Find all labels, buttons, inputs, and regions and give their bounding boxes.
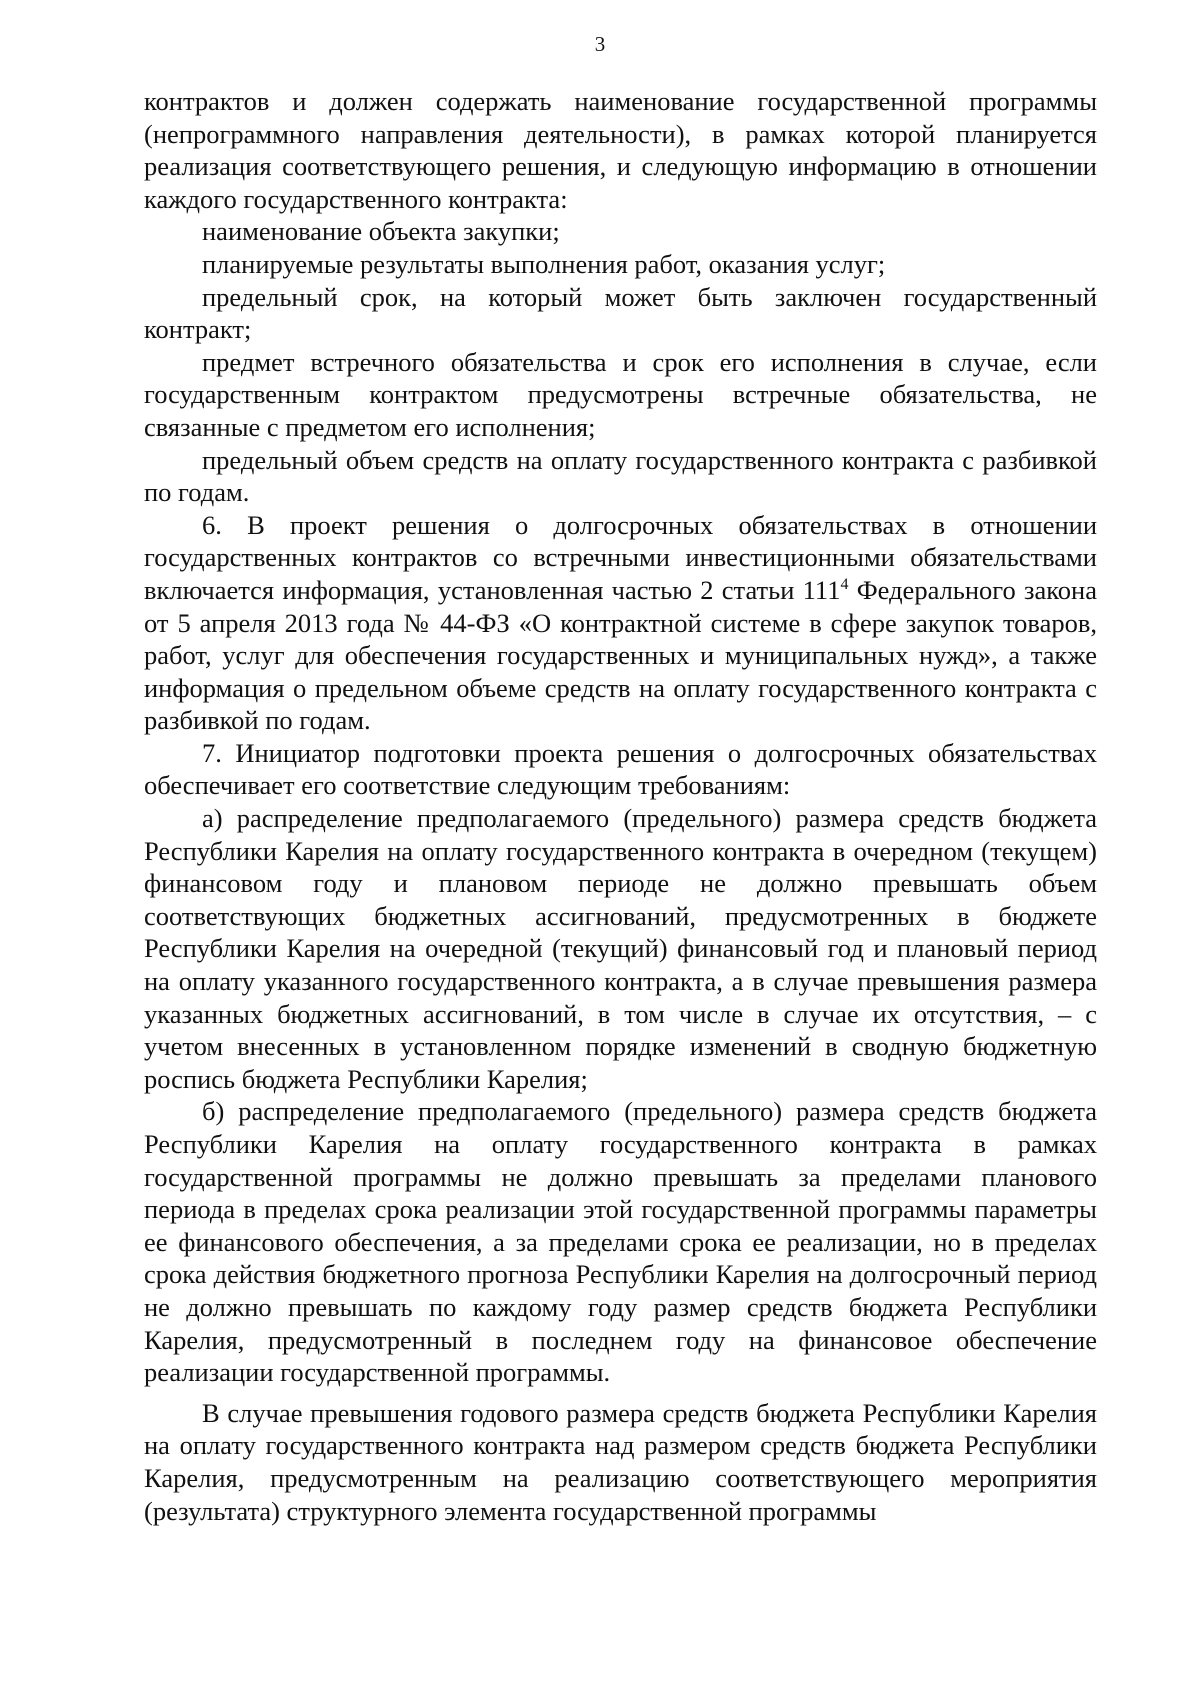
article-superscript: 4 [840,576,849,594]
paragraph-excess-case: В случае превышения годового размера средств бюджета Республики Карелия на оплату государственного контракта над размером средств бюджета Республики Карелия, предусмотренным на реализацию соответствующего мероприятия (результата) структурного элемента государственной программы [144,1397,1097,1526]
paragraph-item-7a: а) распределение предполагаемого (предельного) размера средств бюджета Республики Карелия на оплату государственного контракта в очередном (текущем) финансовом году и плановом периоде не должно превышать объем соответствующих бюджетных ассигнований, предусмотренных в бюджете Республики Карелия на очередной (текущий) финансовый год и плановый период на оплату указанного государственного контракта, а в случае превышения размера указанных бюджетных ассигнований, в том числе в случае их отсутствия, – с учетом внесенных в установленном порядке изменений в сводную бюджетную роспись бюджета Республики Карелия; [144,803,1097,1094]
paragraph-procurement-object: наименование объекта закупки; [202,216,560,247]
paragraph-item-7b: б) распределение предполагаемого (предельного) размера средств бюджета Республики Карелия на оплату государственного контракта в рамках государственной программы не должно превышать за пределами планового периода в пределах срока реализации этой государственной программы параметры ее финансового обеспечения, а за пределами срока ее реализации, но в пределах срока действия бюджетного прогноза Республики Карелия на долгосрочный период не должно превышать по каждому году размер средств бюджета Республики Карелия, предусмотренный в последнем году на финансовое обеспечение реализации государственной программы. [144,1096,1097,1388]
document-body [144,85,1097,1527]
paragraph-contract-term: предельный срок, на который может быть заключен государственный контракт; [144,281,1097,345]
page-number: 3 [594,32,606,56]
paragraph-item-7: 7. Инициатор подготовки проекта решения о долгосрочных обязательствах обеспечивает его соответствие следующим требованиям: [144,737,1097,801]
paragraph-contract-info-intro: контрактов и должен содержать наименование государственной программы (непрограммного направления деятельности), в рамках которой планируется реализация соответствующего решения, и следующую информацию в отношении каждого государственного контракта: [144,86,1097,214]
paragraph-counter-obligation: предмет встречного обязательства и срок его исполнения в случае, если государственным контрактом предусмотрены встречные обязательства, не связанные с предметом его исполнения; [144,346,1097,442]
paragraph-funding-limit: предельный объем средств на оплату государственного контракта с разбивкой по годам. [144,444,1097,508]
paragraph-item-6-part-2: Федерального закона от 5 апреля 2013 года № 44-ФЗ «О контрактной системе в сфере закупок товаров, работ, услуг для обеспечения государственных и муниципальных нужд», а также информация о предельном объеме средств на оплату государственного контракта с разбивкой по годам. [144,574,1097,736]
paragraph-planned-results: планируемые результаты выполнения работ, оказания услуг; [202,248,886,279]
paragraph-item-6-part-1: 6. В проект решения о долгосрочных обязательствах в отношении государственных контрактов со встречными инвестиционными обязательствами включается информация, установленная частью 2 статьи 111 [144,509,1097,605]
paragraph-item-6 [144,509,1097,737]
